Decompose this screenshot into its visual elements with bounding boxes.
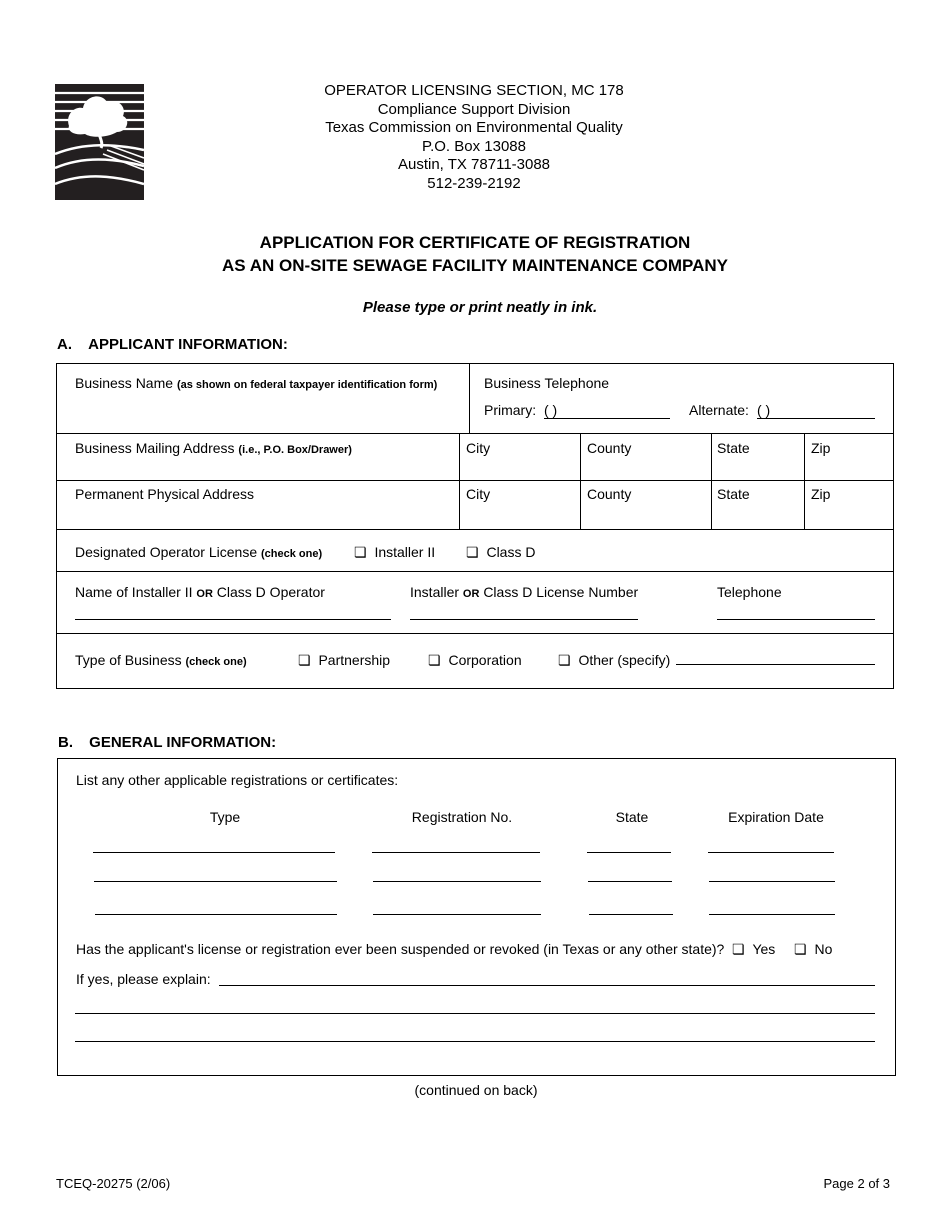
explain-label: If yes, please explain: [76,971,211,987]
section-b-heading [58,734,276,751]
suspended-question: Has the applicant's license or registration ever been suspended or revoked (in Texas or any other state)? [76,941,725,957]
checkbox-icon[interactable]: ❏ [558,652,571,668]
physical-address-label: Permanent Physical Address [75,486,254,502]
state-field[interactable] [589,914,673,915]
col-registration-header: Registration No. [411,809,513,825]
installer-ii-option[interactable] [354,544,435,561]
type-of-business-text: Type of Business [75,652,182,668]
instruction: Please type or print neatly in ink. [362,299,598,316]
yes-label: Yes [752,941,776,957]
registration-field[interactable] [373,914,541,915]
type-of-business-label [75,652,247,668]
expiration-field[interactable] [709,881,835,882]
mailing-county-label: County [587,440,632,456]
section-a-title: APPLICANT INFORMATION: [88,336,288,353]
class-d-option[interactable] [466,544,535,561]
alternate-area-code: ( ) [757,402,771,418]
address-line: OPERATOR LICENSING SECTION, MC 178 [324,82,624,99]
checkbox-icon[interactable]: ❏ [794,941,807,957]
class-d-label: Class D [486,544,536,560]
operator-telephone-field[interactable] [717,619,875,620]
primary-label: Primary: [484,402,537,418]
mailing-zip-label: Zip [811,440,831,456]
check-one-note: (check one) [261,548,323,560]
license-number-text-a: Installer [410,584,460,600]
designated-license-text: Designated Operator License [75,544,258,560]
section-a-letter: A. [57,336,72,353]
license-number-text-b: Class D License Number [483,584,639,600]
state-field[interactable] [587,852,671,853]
checkbox-icon[interactable]: ❏ [466,544,479,560]
explain-field[interactable] [75,1041,875,1042]
checkbox-icon[interactable]: ❏ [354,544,367,560]
partnership-option[interactable] [298,652,390,669]
license-number-field[interactable] [410,619,638,620]
business-telephone-label: Business Telephone [484,375,610,391]
physical-county-label: County [587,486,632,502]
state-field[interactable] [588,881,672,882]
license-number-label [410,584,638,600]
agency-address [274,82,674,194]
designated-license-label [75,544,322,560]
physical-state-label: State [717,486,750,502]
col-state-header: State [615,809,649,825]
section-b-title: GENERAL INFORMATION: [89,734,277,751]
general-information-box [57,758,896,1076]
address-line: 512-239-2192 [427,174,521,192]
col-type-header: Type [209,809,241,825]
physical-city-label: City [466,486,491,502]
mailing-address-note: (i.e., P.O. Box/Drawer) [238,444,352,456]
or-text: OR [196,588,213,600]
installer-ii-label: Installer II [374,544,436,560]
title-line-1: APPLICATION FOR CERTIFICATE OF REGISTRATION [259,233,691,252]
business-name-label [75,375,437,391]
explain-field[interactable] [75,1013,875,1014]
other-option[interactable] [558,652,670,669]
no-option[interactable] [794,941,832,958]
operator-telephone-label: Telephone [717,584,782,600]
other-label: Other (specify) [578,652,671,668]
registration-field[interactable] [373,881,541,882]
primary-phone-field[interactable] [544,418,670,419]
physical-zip-label: Zip [811,486,831,502]
section-a-heading [57,336,288,353]
type-field[interactable] [95,914,337,915]
address-line: P.O. Box 13088 [422,137,526,155]
corporation-option[interactable] [428,652,522,669]
expiration-field[interactable] [708,852,834,853]
col-expiration-header: Expiration Date [728,809,824,825]
mailing-city-label: City [466,440,491,456]
alternate-phone-field[interactable] [757,418,875,419]
mailing-address-text: Business Mailing Address [75,440,235,456]
form-title [100,231,850,277]
operator-name-text-b: Class D Operator [216,584,325,600]
address-line: Compliance Support Division [377,100,571,118]
corporation-label: Corporation [448,652,522,668]
operator-name-text-a: Name of Installer II [75,584,193,600]
list-prompt: List any other applicable registrations or certificates: [76,772,399,788]
address-line: Austin, TX 78711-3088 [397,156,551,174]
type-field[interactable] [94,881,337,882]
mailing-state-label: State [717,440,750,456]
no-label: No [814,941,833,957]
continued-note: (continued on back) [414,1082,538,1098]
checkbox-icon[interactable]: ❏ [428,652,441,668]
tceq-logo [55,84,144,200]
operator-name-label [75,584,325,600]
section-b-letter: B. [58,734,73,751]
or-text: OR [462,588,480,600]
business-name-text: Business Name [75,375,174,391]
title-line-2: AS AN ON-SITE SEWAGE FACILITY MAINTENANCE COMPANY [222,256,728,275]
checkbox-icon[interactable]: ❏ [732,941,745,957]
primary-area-code: ( ) [544,402,558,418]
explain-field[interactable] [219,985,875,986]
operator-name-field[interactable] [75,619,391,620]
checkbox-icon[interactable]: ❏ [298,652,311,668]
address-line: Texas Commission on Environmental Quality [325,119,623,137]
type-field[interactable] [93,852,335,853]
partnership-label: Partnership [318,652,391,668]
registration-field[interactable] [372,852,540,853]
check-one-note: (check one) [185,656,247,668]
page-number: Page 2 of 3 [823,1176,890,1191]
other-specify-field[interactable] [676,664,875,665]
form-number: TCEQ-20275 (2/06) [56,1176,171,1191]
business-name-note: (as shown on federal taxpayer identification form) [176,379,438,391]
expiration-field[interactable] [709,914,835,915]
mailing-address-label [75,440,352,456]
yes-option[interactable] [732,941,775,958]
alternate-label: Alternate: [689,402,749,418]
